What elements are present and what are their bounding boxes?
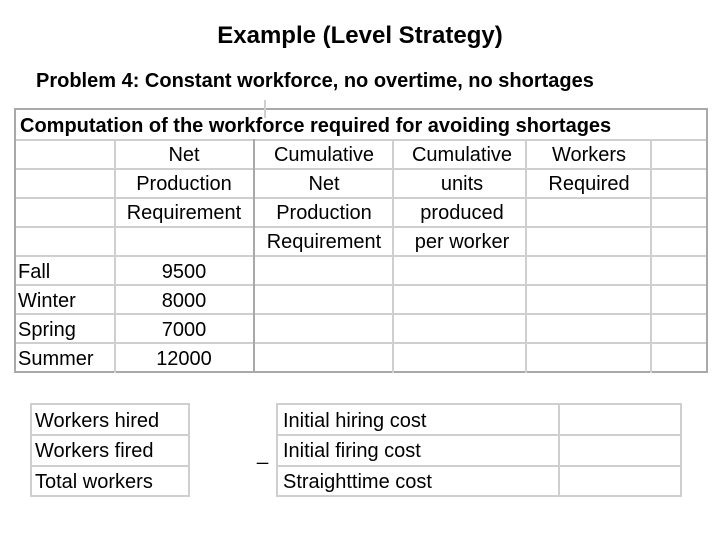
straighttime-cost-label: Straighttime cost	[283, 471, 432, 493]
cell-marker: _	[257, 443, 269, 465]
grid-line	[650, 139, 652, 373]
grid-line	[276, 434, 682, 436]
col-header-net-production: Net Production Requirement	[126, 144, 242, 224]
grid-line	[14, 342, 708, 344]
grid-line	[30, 465, 190, 467]
row-season-label: Summer	[18, 348, 94, 370]
grid-line	[680, 403, 682, 497]
slide-subtitle: Problem 4: Constant workforce, no overtime, no shortages	[36, 70, 594, 92]
total-workers-label: Total workers	[35, 471, 153, 493]
grid-line	[14, 108, 16, 373]
col-header-cumulative-net-production: Cumulative Net Production Requirement	[266, 144, 382, 253]
col-header-cumulative-units: Cumulative units produced per worker	[411, 144, 513, 253]
grid-line	[14, 108, 708, 110]
grid-line	[14, 313, 708, 315]
grid-line	[558, 403, 560, 497]
row-season-label: Winter	[18, 290, 76, 312]
grid-line	[392, 139, 394, 373]
col-header-workers-required: Workers Required	[548, 144, 630, 195]
grid-line	[706, 108, 708, 373]
table-heading: Computation of the workforce required for avoiding shortages	[20, 115, 612, 137]
grid-line	[276, 495, 682, 497]
grid-line	[30, 403, 32, 497]
grid-line	[253, 139, 255, 373]
grid-line	[14, 284, 708, 286]
row-net-production: 12000	[156, 348, 212, 370]
grid-line	[30, 495, 190, 497]
grid-line	[14, 371, 708, 373]
row-net-production: 7000	[161, 319, 207, 341]
slide-title: Example (Level Strategy)	[217, 22, 503, 49]
workers-fired-label: Workers fired	[35, 440, 154, 462]
workers-hired-label: Workers hired	[35, 410, 160, 432]
grid-line	[276, 465, 682, 467]
row-net-production: 9500	[161, 261, 207, 283]
row-season-label: Fall	[18, 261, 51, 283]
initial-firing-cost-label: Initial firing cost	[283, 440, 421, 462]
grid-line	[188, 403, 190, 497]
grid-line	[30, 434, 190, 436]
grid-line	[276, 403, 682, 405]
grid-line	[14, 255, 708, 257]
grid-line	[276, 403, 278, 497]
grid-line	[14, 139, 708, 141]
initial-hiring-cost-label: Initial hiring cost	[283, 410, 427, 432]
grid-line	[30, 403, 190, 405]
row-net-production: 8000	[161, 290, 207, 312]
row-season-label: Spring	[18, 319, 76, 341]
